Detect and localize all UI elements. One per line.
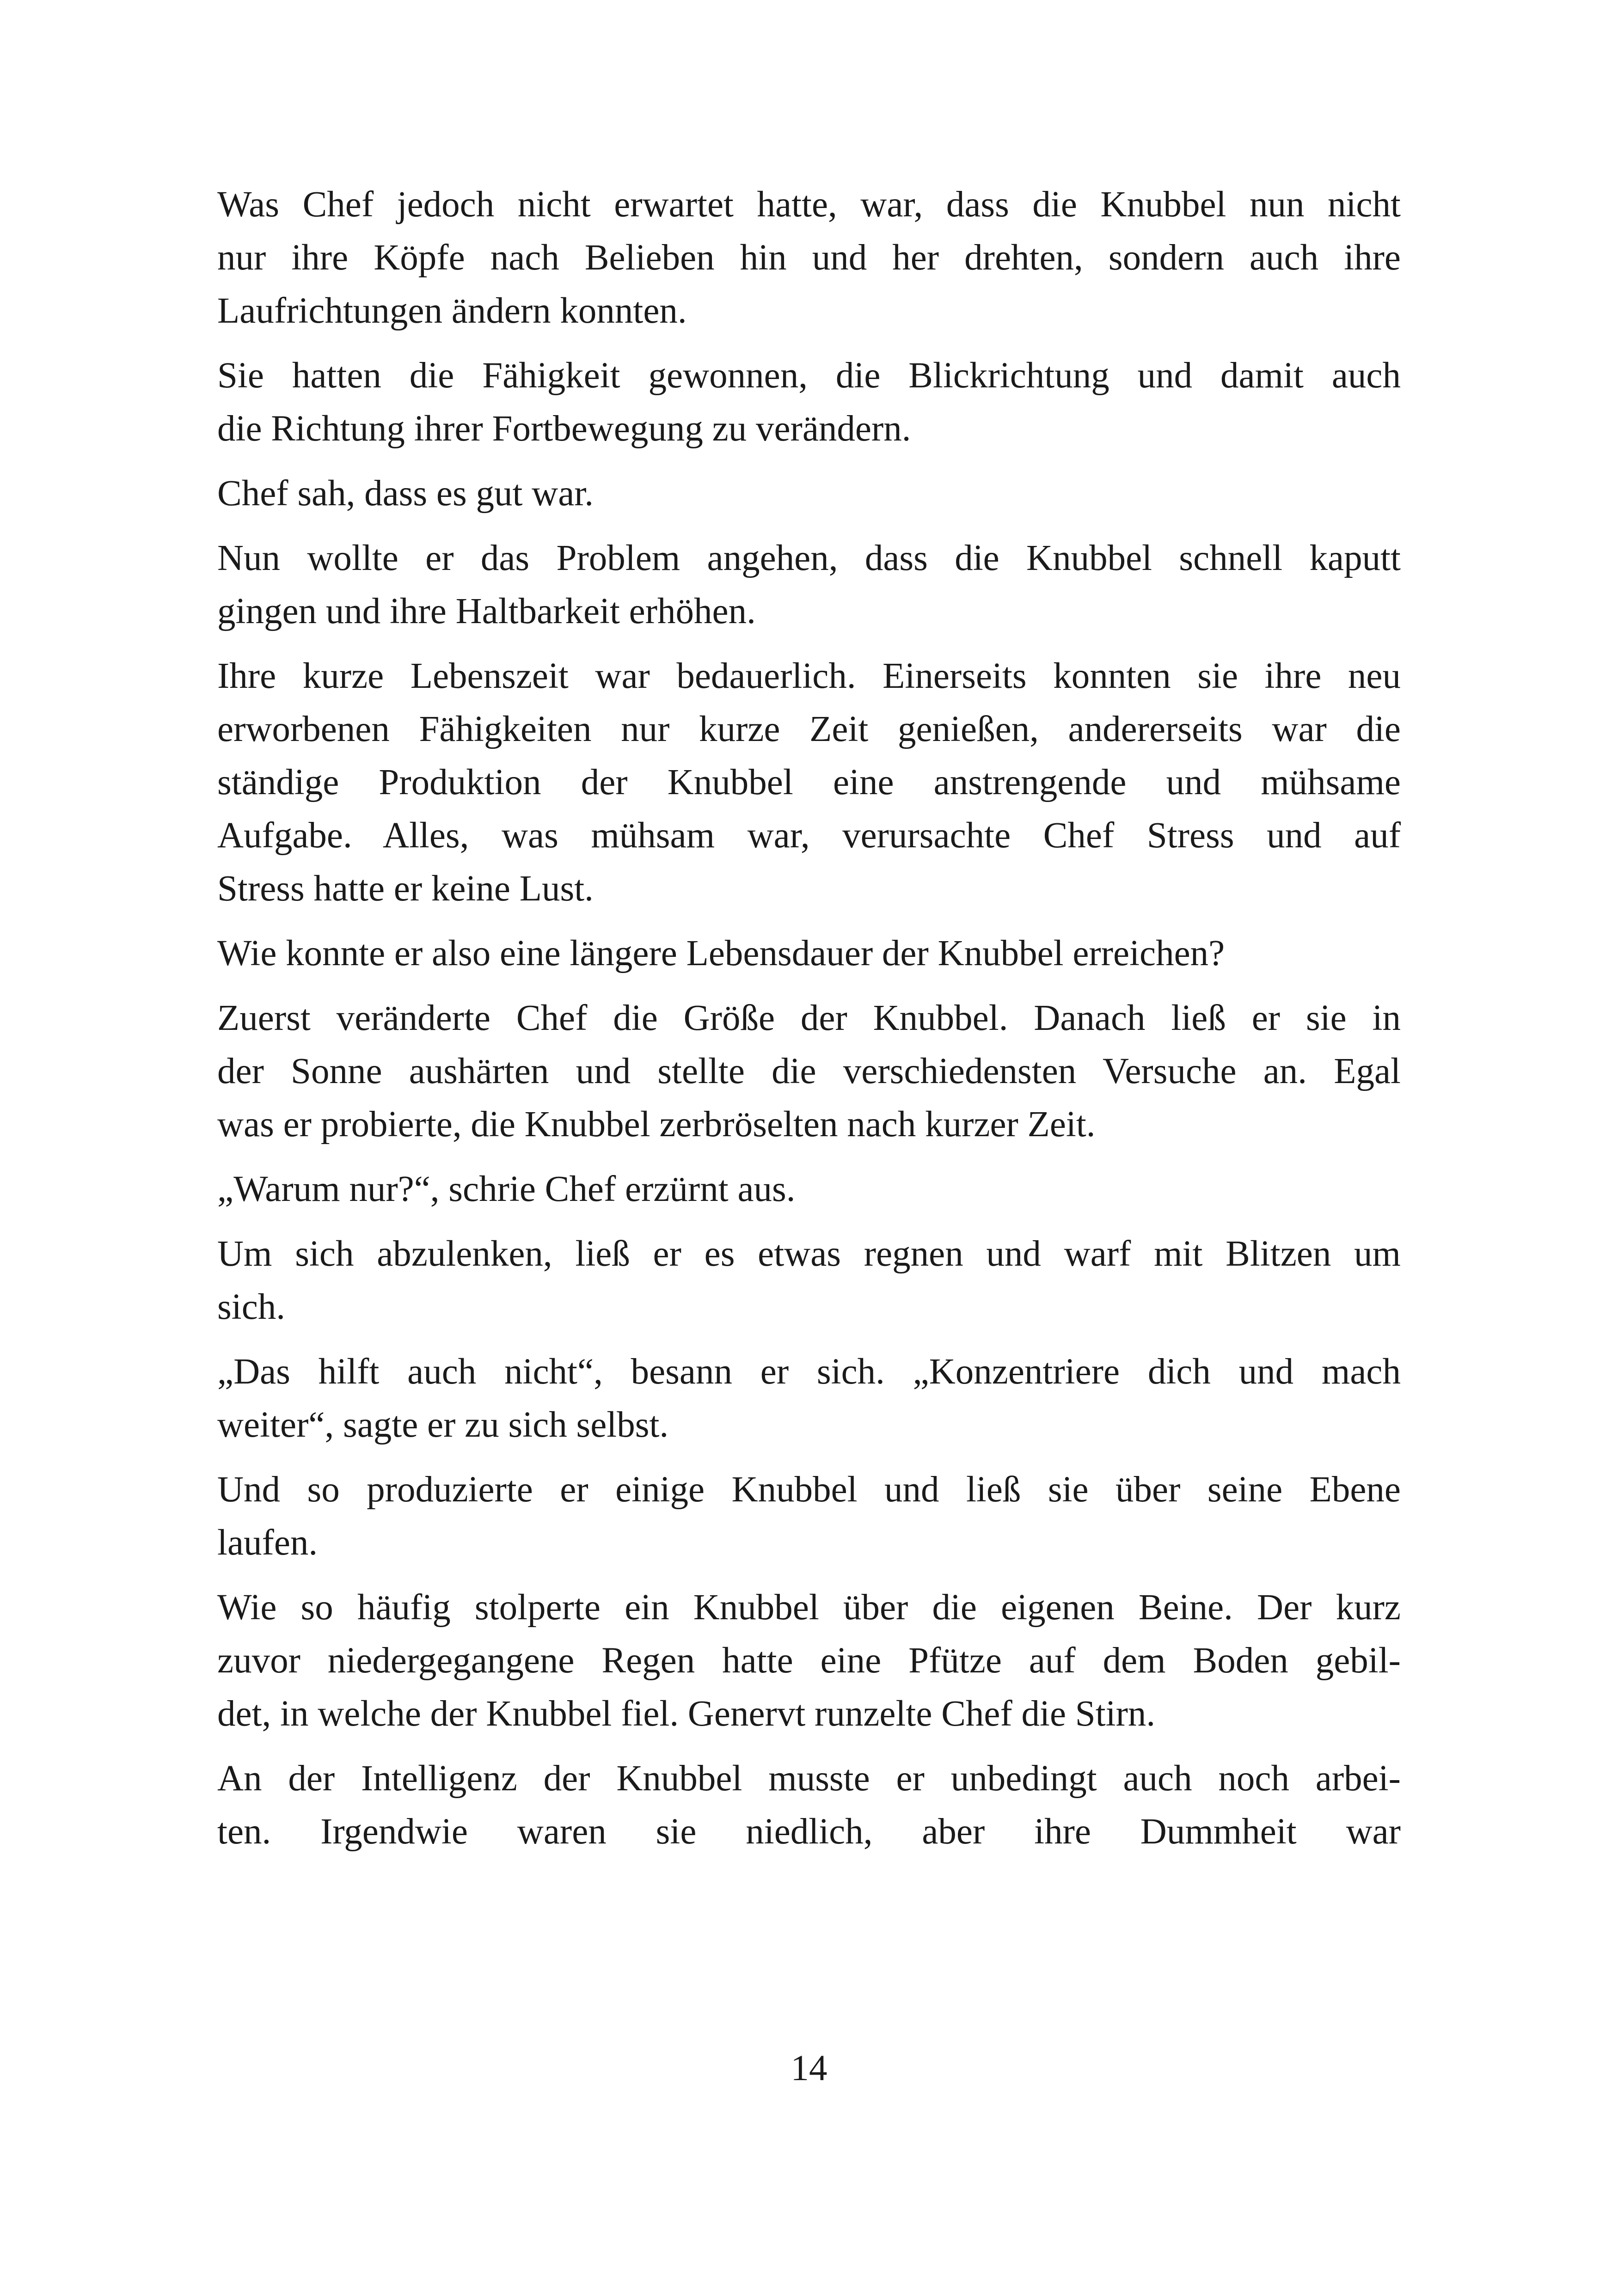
paragraph	[217, 467, 1401, 520]
text-line: Zuerst veränderte Chef die Größe der Knubbel. Danach ließ er sie in	[217, 998, 1401, 1038]
paragraph	[217, 927, 1401, 980]
text-line: Wie so häufig stolperte ein Knubbel über die eigenen Beine. Der kurz	[217, 1587, 1401, 1628]
text-line: Wie konnte er also eine längere Lebensdauer der Knubbel erreichen?	[217, 933, 1225, 974]
text-line: gingen und ihre Haltbarkeit erhöhen.	[217, 591, 756, 631]
text-line: der Sonne aushärten und stellte die verschiedensten Versuche an. Egal	[217, 1051, 1401, 1091]
paragraph	[217, 1163, 1401, 1216]
text-line: Sie hatten die Fähigkeit gewonnen, die Blickrichtung und damit auch	[217, 355, 1401, 396]
paragraph	[217, 649, 1401, 915]
text-line: was er probierte, die Knubbel zerbröselten nach kurzer Zeit.	[217, 1104, 1096, 1145]
text-line: Stress hatte er keine Lust.	[217, 869, 594, 909]
text-line: Chef sah, dass es gut war.	[217, 473, 594, 514]
body-text	[217, 178, 1401, 1870]
text-line: „Das hilft auch nicht“, besann er sich. „Konzentriere dich und mach	[217, 1352, 1401, 1392]
page-number: 14	[791, 2048, 827, 2088]
text-line: det, in welche der Knubbel fiel. Genervt runzelte Chef die Stirn.	[217, 1694, 1156, 1734]
text-line: An der Intelligenz der Knubbel musste er unbedingt auch noch arbei-	[217, 1758, 1401, 1799]
text-line: Nun wollte er das Problem angehen, dass die Knubbel schnell kaputt	[217, 538, 1401, 578]
paragraph	[217, 1752, 1401, 1858]
paragraph	[217, 349, 1401, 455]
paragraph	[217, 1463, 1401, 1569]
text-line: sich.	[217, 1287, 286, 1327]
text-line: erworbenen Fähigkeiten nur kurze Zeit genießen, andererseits war die	[217, 709, 1401, 749]
text-line: zuvor niedergegangene Regen hatte eine Pfütze auf dem Boden gebil-	[217, 1641, 1401, 1681]
text-line: Und so produzierte er einige Knubbel und ließ sie über seine Ebene	[217, 1469, 1401, 1510]
text-line: Was Chef jedoch nicht erwartet hatte, war, dass die Knubbel nun nicht	[217, 184, 1401, 225]
text-line: Laufrichtungen ändern konnten.	[217, 291, 687, 331]
text-line: ständige Produktion der Knubbel eine anstrengende und mühsame	[217, 762, 1401, 802]
text-line: laufen.	[217, 1523, 318, 1563]
text-line: ten. Irgendwie waren sie niedlich, aber ihre Dummheit war	[217, 1812, 1401, 1852]
text-line: die Richtung ihrer Fortbewegung zu verändern.	[217, 409, 911, 449]
paragraph	[217, 178, 1401, 337]
text-line: Um sich abzulenken, ließ er es etwas regnen und warf mit Blitzen um	[217, 1234, 1401, 1274]
text-line: weiter“, sagte er zu sich selbst.	[217, 1405, 669, 1445]
text-line: „Warum nur?“, schrie Chef erzürnt aus.	[217, 1169, 796, 1209]
paragraph	[217, 1581, 1401, 1740]
text-line: Aufgabe. Alles, was mühsam war, verursachte Chef Stress und auf	[217, 815, 1401, 856]
text-line: nur ihre Köpfe nach Belieben hin und her drehten, sondern auch ihre	[217, 238, 1401, 278]
paragraph	[217, 532, 1401, 638]
paragraph	[217, 1345, 1401, 1451]
text-line: Ihre kurze Lebenszeit war bedauerlich. Einerseits konnten sie ihre neu	[217, 656, 1401, 696]
paragraph	[217, 992, 1401, 1151]
paragraph	[217, 1227, 1401, 1334]
